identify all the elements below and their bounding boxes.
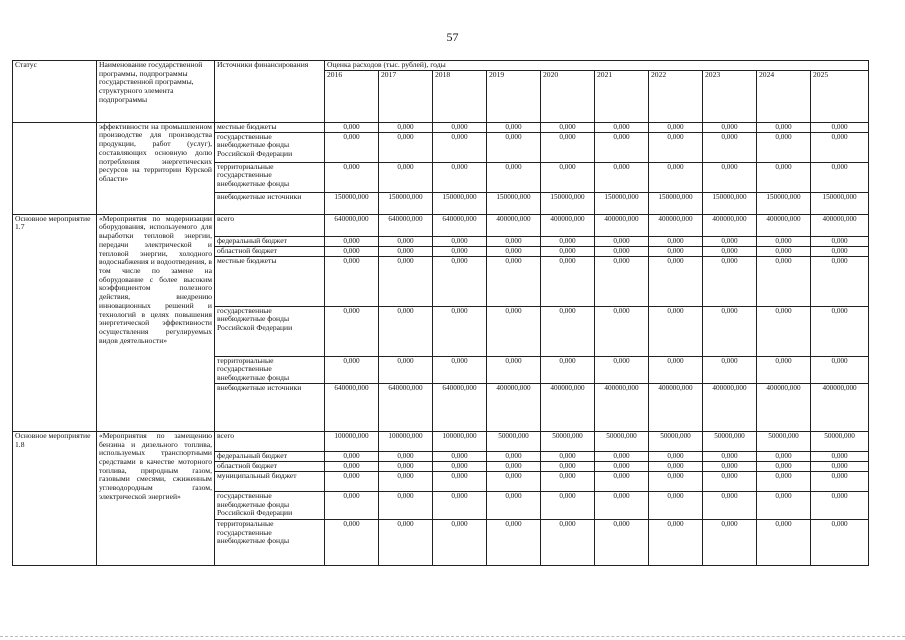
value-cell: 0,000	[757, 236, 811, 246]
value-cell: 0,000	[811, 471, 869, 491]
value-cell: 0,000	[595, 519, 649, 565]
value-cell: 0,000	[487, 356, 541, 383]
value-cell: 0,000	[379, 461, 433, 471]
value-cell: 0,000	[757, 256, 811, 306]
value-cell: 0,000	[541, 236, 595, 246]
value-cell: 0,000	[541, 246, 595, 256]
source-header: Источники финансирования	[215, 61, 325, 123]
value-cell: 0,000	[811, 122, 869, 132]
value-cell: 0,000	[595, 451, 649, 461]
source-cell: местные бюджеты	[215, 122, 325, 132]
page-edge	[0, 636, 905, 638]
value-cell: 0,000	[649, 132, 703, 162]
value-cell: 0,000	[703, 236, 757, 246]
value-cell: 400000,000	[757, 214, 811, 236]
value-cell: 640000,000	[325, 383, 379, 431]
status-cell: Основное мероприятие 1.8	[13, 431, 97, 565]
value-cell: 400000,000	[811, 214, 869, 236]
value-cell: 0,000	[379, 519, 433, 565]
value-cell: 0,000	[649, 256, 703, 306]
value-cell: 0,000	[649, 162, 703, 192]
status-cell	[13, 122, 97, 214]
value-cell: 0,000	[703, 356, 757, 383]
value-cell: 0,000	[433, 356, 487, 383]
value-cell: 0,000	[811, 236, 869, 246]
value-cell: 0,000	[811, 461, 869, 471]
value-cell: 0,000	[757, 471, 811, 491]
value-cell: 50000,000	[487, 431, 541, 451]
value-cell: 0,000	[703, 451, 757, 461]
source-cell: территориальные государственные внебюджетные фонды	[215, 162, 325, 192]
value-cell: 0,000	[703, 471, 757, 491]
value-cell: 0,000	[433, 122, 487, 132]
estimate-header: Оценка расходов (тыс. рублей), годы	[325, 61, 869, 71]
value-cell: 0,000	[541, 122, 595, 132]
value-cell: 0,000	[757, 306, 811, 356]
name-cell: «Мероприятия по модернизации оборудования, используемого для выработки тепловой энергии, передачи электрической и тепловой энергии, холодного водоснабжения и водоотведения, в том числе по замене на оборудование с более высоким коэффициентом полезного действия, внедрению инновационных решений и технологий в целях повышения энергетической эффективности осуществления регулируемых видов деятельности»	[97, 214, 215, 431]
value-cell: 0,000	[541, 256, 595, 306]
year-header: 2022	[649, 70, 703, 122]
value-cell: 0,000	[325, 356, 379, 383]
value-cell: 0,000	[649, 246, 703, 256]
source-cell: территориальные государственные внебюджетные фонды	[215, 519, 325, 565]
value-cell: 0,000	[433, 236, 487, 246]
value-cell: 0,000	[433, 491, 487, 519]
value-cell: 400000,000	[649, 214, 703, 236]
value-cell: 0,000	[649, 356, 703, 383]
value-cell: 0,000	[811, 491, 869, 519]
value-cell: 0,000	[379, 306, 433, 356]
value-cell: 0,000	[433, 162, 487, 192]
value-cell: 0,000	[811, 519, 869, 565]
value-cell: 0,000	[703, 256, 757, 306]
value-cell: 0,000	[649, 491, 703, 519]
value-cell: 0,000	[325, 306, 379, 356]
value-cell: 0,000	[325, 162, 379, 192]
value-cell: 400000,000	[487, 383, 541, 431]
value-cell: 50000,000	[541, 431, 595, 451]
value-cell: 100000,000	[433, 431, 487, 451]
value-cell: 0,000	[703, 519, 757, 565]
value-cell: 0,000	[595, 122, 649, 132]
value-cell: 0,000	[595, 236, 649, 246]
value-cell: 0,000	[595, 246, 649, 256]
value-cell: 0,000	[703, 491, 757, 519]
value-cell: 640000,000	[325, 214, 379, 236]
value-cell: 0,000	[487, 461, 541, 471]
table-row	[13, 431, 869, 451]
value-cell: 0,000	[487, 162, 541, 192]
value-cell: 0,000	[541, 471, 595, 491]
value-cell: 150000,000	[757, 192, 811, 214]
value-cell: 0,000	[487, 236, 541, 246]
year-header: 2018	[433, 70, 487, 122]
value-cell: 0,000	[433, 461, 487, 471]
year-header: 2020	[541, 70, 595, 122]
value-cell: 0,000	[433, 132, 487, 162]
source-cell: внебюджетные источники	[215, 383, 325, 431]
value-cell: 0,000	[649, 471, 703, 491]
budget-table	[12, 60, 869, 566]
page-number: 57	[446, 30, 459, 44]
source-cell: государственные внебюджетные фонды Российской Федерации	[215, 306, 325, 356]
value-cell: 150000,000	[541, 192, 595, 214]
table-row	[13, 122, 869, 132]
value-cell: 0,000	[487, 256, 541, 306]
value-cell: 150000,000	[649, 192, 703, 214]
value-cell: 0,000	[649, 461, 703, 471]
value-cell: 0,000	[541, 491, 595, 519]
value-cell: 0,000	[649, 122, 703, 132]
value-cell: 0,000	[649, 306, 703, 356]
year-header: 2021	[595, 70, 649, 122]
value-cell: 0,000	[541, 162, 595, 192]
value-cell: 0,000	[541, 519, 595, 565]
value-cell: 100000,000	[325, 431, 379, 451]
value-cell: 0,000	[541, 461, 595, 471]
value-cell: 0,000	[811, 132, 869, 162]
value-cell: 400000,000	[703, 214, 757, 236]
value-cell: 640000,000	[433, 383, 487, 431]
value-cell: 400000,000	[595, 383, 649, 431]
value-cell: 50000,000	[811, 431, 869, 451]
year-header: 2019	[487, 70, 541, 122]
value-cell: 0,000	[757, 162, 811, 192]
source-cell: всего	[215, 431, 325, 451]
name-header: Наименование государственной программы, подпрограммы государственной программы, структурного элемента подпрограммы	[97, 61, 215, 123]
value-cell: 0,000	[757, 491, 811, 519]
value-cell: 0,000	[487, 122, 541, 132]
value-cell: 0,000	[487, 471, 541, 491]
value-cell: 400000,000	[649, 383, 703, 431]
value-cell: 0,000	[541, 356, 595, 383]
value-cell: 150000,000	[487, 192, 541, 214]
source-cell: государственные внебюджетные фонды Российской Федерации	[215, 132, 325, 162]
value-cell: 400000,000	[757, 383, 811, 431]
source-cell: федеральный бюджет	[215, 451, 325, 461]
value-cell: 50000,000	[757, 431, 811, 451]
value-cell: 0,000	[433, 256, 487, 306]
value-cell: 0,000	[595, 461, 649, 471]
value-cell: 0,000	[325, 132, 379, 162]
value-cell: 0,000	[325, 122, 379, 132]
source-cell: государственные внебюджетные фонды Российской Федерации	[215, 491, 325, 519]
value-cell: 0,000	[433, 519, 487, 565]
value-cell: 0,000	[433, 451, 487, 461]
value-cell: 50000,000	[703, 431, 757, 451]
value-cell: 0,000	[595, 471, 649, 491]
value-cell: 0,000	[325, 471, 379, 491]
year-header: 2023	[703, 70, 757, 122]
source-cell: федеральный бюджет	[215, 236, 325, 246]
value-cell: 0,000	[541, 306, 595, 356]
value-cell: 50000,000	[649, 431, 703, 451]
value-cell: 0,000	[595, 162, 649, 192]
value-cell: 150000,000	[703, 192, 757, 214]
value-cell: 0,000	[325, 236, 379, 246]
value-cell: 0,000	[541, 132, 595, 162]
value-cell: 0,000	[649, 519, 703, 565]
table-row	[13, 214, 869, 236]
value-cell: 0,000	[757, 519, 811, 565]
year-header: 2017	[379, 70, 433, 122]
value-cell: 0,000	[595, 256, 649, 306]
value-cell: 0,000	[757, 122, 811, 132]
name-cell: эффективности на промышленном производстве для производства продукции, работ (услуг), составляющих основную долю потребления энергетических ресурсов на территории Курской области»	[97, 122, 215, 214]
value-cell: 50000,000	[595, 431, 649, 451]
value-cell: 0,000	[379, 356, 433, 383]
value-cell: 0,000	[757, 461, 811, 471]
value-cell: 0,000	[379, 471, 433, 491]
value-cell: 0,000	[595, 306, 649, 356]
value-cell: 400000,000	[703, 383, 757, 431]
value-cell: 400000,000	[541, 214, 595, 236]
value-cell: 640000,000	[379, 383, 433, 431]
value-cell: 0,000	[595, 491, 649, 519]
value-cell: 0,000	[811, 306, 869, 356]
value-cell: 0,000	[703, 162, 757, 192]
value-cell: 0,000	[487, 306, 541, 356]
value-cell: 0,000	[649, 451, 703, 461]
value-cell: 0,000	[379, 491, 433, 519]
value-cell: 640000,000	[379, 214, 433, 236]
value-cell: 150000,000	[595, 192, 649, 214]
source-cell: областной бюджет	[215, 246, 325, 256]
value-cell: 0,000	[595, 356, 649, 383]
value-cell: 0,000	[433, 471, 487, 491]
value-cell: 0,000	[757, 451, 811, 461]
value-cell: 0,000	[811, 162, 869, 192]
source-cell: внебюджетные источники	[215, 192, 325, 214]
value-cell: 400000,000	[541, 383, 595, 431]
value-cell: 0,000	[379, 122, 433, 132]
year-header: 2025	[811, 70, 869, 122]
source-cell: территориальные государственные внебюджетные фонды	[215, 356, 325, 383]
value-cell: 0,000	[379, 132, 433, 162]
value-cell: 0,000	[703, 132, 757, 162]
value-cell: 0,000	[487, 491, 541, 519]
value-cell: 0,000	[325, 451, 379, 461]
value-cell: 0,000	[379, 451, 433, 461]
value-cell: 0,000	[379, 162, 433, 192]
value-cell: 400000,000	[487, 214, 541, 236]
name-cell: «Мероприятия по замещению бензина и дизельного топлива, используемых транспортными средствами в качестве моторного топлива, природным газом, газовыми смесями, сжиженным углеводородным газом, электрической энергией»	[97, 431, 215, 565]
source-cell: местные бюджеты	[215, 256, 325, 306]
value-cell: 0,000	[811, 451, 869, 461]
value-cell: 0,000	[487, 451, 541, 461]
value-cell: 0,000	[379, 246, 433, 256]
value-cell: 0,000	[811, 256, 869, 306]
value-cell: 0,000	[811, 246, 869, 256]
value-cell: 0,000	[325, 246, 379, 256]
source-cell: всего	[215, 214, 325, 236]
source-cell: областной бюджет	[215, 461, 325, 471]
value-cell: 100000,000	[379, 431, 433, 451]
value-cell: 0,000	[757, 246, 811, 256]
value-cell: 0,000	[433, 246, 487, 256]
year-header: 2024	[757, 70, 811, 122]
value-cell: 150000,000	[811, 192, 869, 214]
value-cell: 640000,000	[433, 214, 487, 236]
value-cell: 0,000	[703, 306, 757, 356]
value-cell: 0,000	[703, 461, 757, 471]
value-cell: 0,000	[595, 132, 649, 162]
value-cell: 0,000	[487, 132, 541, 162]
value-cell: 0,000	[325, 256, 379, 306]
value-cell: 400000,000	[811, 383, 869, 431]
status-header: Статус	[13, 61, 97, 123]
value-cell: 0,000	[757, 356, 811, 383]
value-cell: 0,000	[433, 306, 487, 356]
status-cell: Основное мероприятие 1.7	[13, 214, 97, 431]
value-cell: 150000,000	[379, 192, 433, 214]
value-cell: 150000,000	[433, 192, 487, 214]
value-cell: 0,000	[487, 246, 541, 256]
value-cell: 0,000	[541, 451, 595, 461]
value-cell: 150000,000	[325, 192, 379, 214]
value-cell: 0,000	[757, 132, 811, 162]
value-cell: 0,000	[703, 246, 757, 256]
value-cell: 0,000	[379, 256, 433, 306]
value-cell: 0,000	[649, 236, 703, 246]
source-cell: муниципальный бюджет	[215, 471, 325, 491]
value-cell: 0,000	[325, 461, 379, 471]
value-cell: 0,000	[325, 491, 379, 519]
value-cell: 0,000	[811, 356, 869, 383]
value-cell: 0,000	[703, 122, 757, 132]
year-header: 2016	[325, 70, 379, 122]
value-cell: 0,000	[487, 519, 541, 565]
value-cell: 0,000	[325, 519, 379, 565]
value-cell: 0,000	[379, 236, 433, 246]
value-cell: 400000,000	[595, 214, 649, 236]
